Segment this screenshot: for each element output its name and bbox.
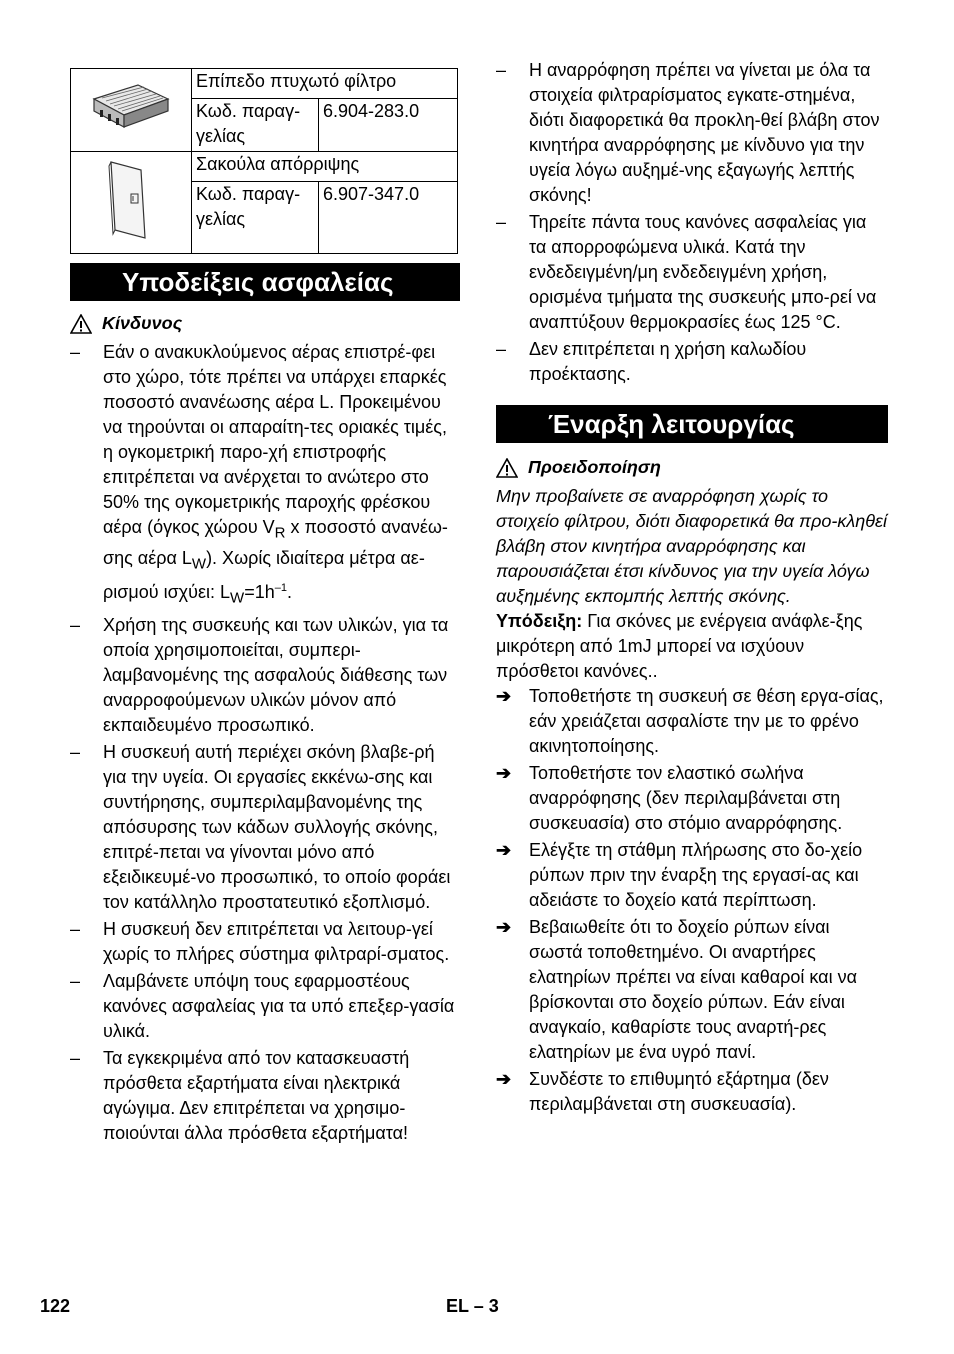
right-column [496,58,888,1119]
warning-label-text: Προειδοποίηση [528,457,661,477]
note-label: Υπόδειξη: [496,611,583,631]
language-code: EL [446,1296,469,1316]
list-item [496,58,888,208]
warning-triangle-icon [496,458,518,478]
step-text: Τοποθετήστε τη συσκευή σε θέση εργα-σίας, εάν χρειάζεται ασφαλίστε την με το φρένο ακινητοποίησης. [529,686,884,756]
list-item [70,740,460,915]
list-item [70,1046,460,1146]
safety-list [70,340,460,1146]
safety-item-text: Η συσκευή δεν επιτρέπεται να λειτουρ-γεί χωρίς το πλήρες σύστημα φιλτραρί-σματος. [103,918,450,964]
warning-text: Μην προβαίνετε σε αναρρόφηση χωρίς το στοιχείο φίλτρου, διότι διαφορετικά θα προ-κληθεί βλάβη στον κινητήρα αναρρόφησης και παρουσιάζεται έτσι κίνδυνος για την υγεία λόγω αυξημένης εκπομπής λεπτής σκόνης. [496,486,887,606]
startup-heading: Έναρξη λειτουργίας [496,405,888,443]
safety-item-text: Δεν επιτρέπεται η χρήση καλωδίου προέκτασης. [529,339,807,384]
list-item [496,1067,888,1117]
dash-marker: – [496,339,507,359]
list-item [496,337,888,387]
order-number-value: 6.907-347.0 [319,182,458,254]
warning-triangle-icon [70,314,92,334]
safety-item-text: Η συσκευή αυτή περιέχει σκόνη βλαβε-ρή για την υγεία. Οι εργασίες εκκένω-σης και συντήρησης, συμπεριλαμβανομένης της απόσυρσης των κάδων συλλογής σκόνης, επιτρέ-πεται να γίνονται μόνο από εξειδικευμέ-νο προσωπικό, το οποίο φοράει τον κατάλληλο προστατευτικό εξοπλισμό. [103,741,451,912]
safety-item-text: Τηρείτε πάντα τους κανόνες ασφαλείας για τα απορροφώμενα υλικά. Κατά την ενδεδειγμένη/μη ενδεδειγμένη χρήση, ορισμένα τμήματα της συσκευής μπο-ρεί να αναπτύξουν θερμοκρασίες έως 125 °C. [529,212,877,332]
danger-label-text: Κίνδυνος [102,313,183,333]
safety-item-text: =1h [244,582,275,603]
section-number: – 3 [473,1296,499,1316]
order-number-label [192,182,319,254]
dash-marker: – [70,741,81,762]
subscript: W [191,555,207,573]
list-item [496,761,888,836]
accessory-row [71,69,458,99]
step-text: Ελέγξτε τη στάθμη πλήρωσης στο δο-χείο ρύπων πριν την έναρξη της εργασί-ας και αδειάστε το δοχείο κατά περίπτωση. [529,840,863,910]
list-item [70,917,460,967]
step-text: Συνδέστε το επιθυμητό εξάρτημα (δεν περιλαμβάνεται στη συσκευασία). [529,1069,829,1114]
note-text: Για σκόνες με ενέργεια ανάφλε-ξης μικρότερη από 1mJ μπορεί να ισχύουν πρόσθετοι κανόνες.. [496,611,863,681]
page-number: 122 [40,1296,71,1316]
dash-marker: – [70,342,81,362]
safety-item-text: . [286,582,292,603]
safety-item-text: Τα εγκεκριμένα από τον κατασκευαστή πρόσθετα εξαρτήματα είναι ηλεκτρικά αγώγιμα. Δεν επιτρέπεται να χρησιμο-ποιούνται άλλα πρόσθετα εξαρτήματα! [103,1047,410,1143]
subscript: W [230,589,245,607]
dash-marker: – [70,1047,81,1068]
list-item [496,915,888,1065]
safety-item-text: Εάν ο ανακυκλούμενος αέρας επιστρέ-φει στο χώρο, τότε πρέπει να υπάρχει επαρκές ποσοστό ανανέωσης αέρα L. Προκειμένου να τηρούνται οι απαραίτη-τες οριακές τιμές, η ογκομετρική παρο-χή επιστροφής επιτρέπεται να ανέρχεται το ανώτερο στο 50% της ογκομετρικής παροχής φρέσκου αέρα (όγκος χώρου V [103,342,447,537]
safety-item-text: Η αναρρόφηση πρέπει να γίνεται με όλα τα στοιχεία φιλτραρίσματος εγκατε-στημένα, διότι διαφορετικά θα προκλη-θεί βλάβη στον κινητήρα αναρρόφησης με κίνδυνο για την υγεία λόγω αυξημέ-νης εξαγωγής λεπτής σκόνης! [529,60,880,205]
order-label-line2: γελίας [196,126,246,146]
safety-list-continued [496,58,888,387]
dash-marker: – [496,212,507,232]
list-item [496,838,888,913]
arrow-icon: ➔ [496,840,512,860]
startup-steps [496,684,888,1117]
safety-item-text: ). Χωρίς ιδιαίτερα μέτρα αε-ρισμού ισχύει: L [103,547,425,603]
left-column [70,263,460,1148]
disposal-bag-icon [101,154,161,244]
subscript: R [274,524,286,542]
list-item [496,210,888,335]
step-text: Τοποθετήστε τον ελαστικό σωλήνα αναρρόφησης (δεν περιλαμβάνεται στη συσκευασία) στο στόμιο αναρρόφησης. [529,763,843,833]
list-item [70,340,460,611]
order-label-line1: Κωδ. παραγ- [196,184,301,204]
safety-item-text: Χρήση της συσκευής και των υλικών, για τα οποία χρησιμοποιείται, συμπερι-λαμβανομένης της ασφαλούς διάθεσης των αναρροφούμενων υλικών μόνον από εκπαιδευμένο προσωπικό. [103,614,449,735]
dash-marker: – [70,614,81,635]
dash-marker: – [70,970,81,991]
superscript: –1 [274,582,287,595]
danger-label [70,311,460,336]
order-label-line1: Κωδ. παραγ- [196,101,301,121]
safety-item-text: Λαμβάνετε υπόψη τους εφαρμοστέους κανόνες ασφαλείας για τα υπό επεξερ-γασία υλικά. [103,970,455,1041]
arrow-icon: ➔ [496,1069,512,1089]
accessory-row [71,152,458,182]
order-label-line2: γελίας [196,209,246,229]
flat-pleated-filter-icon [86,77,176,137]
list-item [70,613,460,738]
warning-label [496,455,888,480]
disposal-bag-image-cell [71,152,192,254]
dash-marker: – [496,60,507,80]
arrow-icon: ➔ [496,917,512,937]
note-paragraph [496,609,888,684]
footer-language-section [446,1296,499,1317]
accessories-table [70,68,458,254]
accessory-name: Σακούλα απόρριψης [192,152,458,182]
arrow-icon: ➔ [496,686,512,706]
safety-heading: Υποδείξεις ασφαλείας [70,263,460,301]
safety-item-text: x ποσοστό ανανέω-σης αέρα L [103,517,448,568]
arrow-icon: ➔ [496,763,512,783]
order-number-value: 6.904-283.0 [319,99,458,152]
dash-marker: – [70,918,81,939]
accessory-name: Επίπεδο πτυχωτό φίλτρο [192,69,458,99]
order-number-label [192,99,319,152]
flat-pleated-filter-image-cell [71,69,192,152]
list-item [70,969,460,1044]
list-item [496,684,888,759]
step-text: Βεβαιωθείτε ότι το δοχείο ρύπων είναι σωστά τοποθετημένο. Οι αναρτήρες ελατηρίων πρέπει να είναι καθαροί και να βρίσκονται στο δοχείο ρύπων. Εάν είναι αναγκαίο, καθαρίστε τους αναρτή-ρες ελατηρίων με ένα υγρό πανί. [529,917,857,1062]
